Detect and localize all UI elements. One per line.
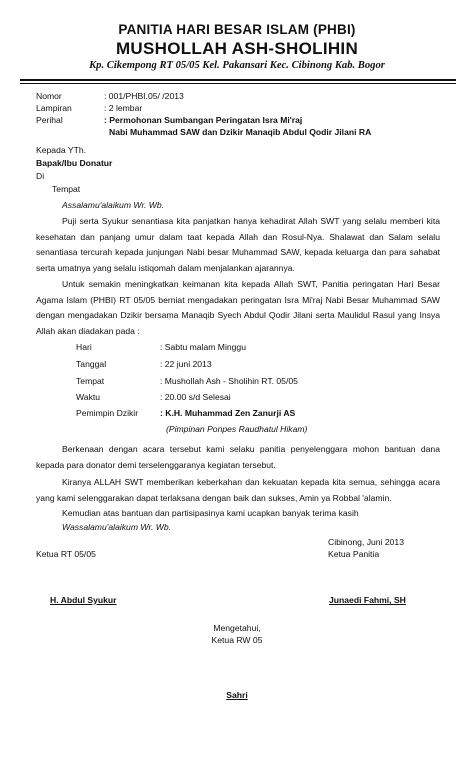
event-pemimpin-value: : K.H. Muhammad Zen Zanurji AS [160,408,296,418]
signature-rw-name: Sahri [226,690,248,700]
header-rule-thick [20,79,456,81]
event-waktu-label: Waktu [76,392,101,402]
org-title: PANITIA HARI BESAR ISLAM (PHBI) [118,22,356,37]
signature-rw-title: Ketua RW 05 [211,635,263,645]
event-hari-label: Hari [76,342,92,352]
perihal-value-line2: Nabi Muhammad SAW dan Dzikir Manaqib Abdul Qodir Jilani RA [109,127,372,137]
recipient-di: Di [36,171,45,181]
event-waktu-value: : 20.00 s/d Selesai [160,392,231,402]
lampiran-label: Lampiran [36,103,72,113]
mengetahui-label: Mengetahui, [213,623,261,633]
event-tempat-value: : Mushollah Ash - Sholihin RT. 05/05 [160,376,298,386]
perihal-label: Perihal [36,115,63,125]
event-tempat-label: Tempat [76,376,105,386]
recipient-tempat: Tempat [52,184,81,194]
mosque-name: MUSHOLLAH ASH-SHOLIHIN [115,39,359,58]
recipient-kepada: Kepada YTh. [36,145,87,155]
paragraph-event-intro [36,277,440,339]
paragraph-request-text: Berkenaan dengan acara tersebut kami selaku panitia penyelenggara mohon bantuan dana kepada para donator demi terselenggaranya kegiatan tersebut. [36,444,440,470]
event-hari-value: : Sabtu malam Minggu [160,342,246,352]
event-tanggal-label: Tanggal [76,359,107,369]
place-date: Cibinong, Juni 2013 [328,537,404,547]
lampiran-value: : 2 lembar [104,103,143,113]
greeting: Assalamu'alaikum Wr. Wb. [62,200,165,210]
paragraph-prayer-text: Kiranya ALLAH SWT memberikan keberkahan dan kekuatan kepada kita semua, sehingga acara yang kami selenggarakan dapat terlaksana dengan baik dan sukses, Amin ya Robbal 'alamin. [36,477,440,503]
signature-left-name: H. Abdul Syukur [50,595,117,605]
event-tanggal-value: : 22 juni 2013 [160,359,212,369]
paragraph-opening [36,214,440,276]
paragraph-thanks: Kemudian atas bantuan dan partisipasinya kami ucapkan banyak terima kasih [62,508,359,518]
nomor-label: Nomor [36,91,62,101]
nomor-value: : 001/PHBI.05/ /2013 [104,91,184,101]
paragraph-opening-text: Puji serta Syukur senantiasa kita panjatkan hanya kehadirat Allah SWT yang selalu memberi kita kesehatan dan panjang umur dalam taat kepada Allah dan Rosul-Nya. Shalawat dan Salam selalu senantiasa tercurah kepada junjungan Nabi besar Muhammad SAW, kepada keluarga dan para sahabat serta umatnya yang selalu istiqomah dalam menjalankan ajarannya. [36,216,440,273]
header-rule-thin [20,83,456,84]
recipient-name: Bapak/Ibu Donatur [36,158,113,168]
paragraph-prayer [36,475,440,506]
event-pemimpin-label: Pemimpin Dzikir [76,408,139,418]
signature-right-name: Junaedi Fahmi, SH [329,595,406,605]
perihal-value-line1: : Permohonan Sumbangan Peringatan Isra Mi'raj [104,115,303,125]
event-pemimpin-sub: (Pimpinan Ponpes Raudhatul Hikam) [166,424,308,434]
address-line: Kp. Cikempong RT 05/05 Kel. Pakansari Kec. Cibinong Kab. Bogor [89,60,385,71]
paragraph-request [36,442,440,473]
closing-greeting: Wassalamu'alaikum Wr. Wb. [62,522,172,532]
paragraph-event-intro-text: Untuk semakin meningkatkan keimanan kita kepada Allah SWT, Panitia peringatan Hari Besar Agama Islam (PHBI) RT 05/05 berniat mengadakan peringatan Isra Mi'raj Nabi Besar Muhammad SAW dengan mengadakan Dzikir bersama Manaqib Syech Abdul Qodir Jilani serta Maulidul Rasul yang Insya Allah akan diadakan pada : [36,279,440,336]
signature-right-title: Ketua Panitia [328,549,380,559]
signature-left-title: Ketua RT 05/05 [36,549,96,559]
